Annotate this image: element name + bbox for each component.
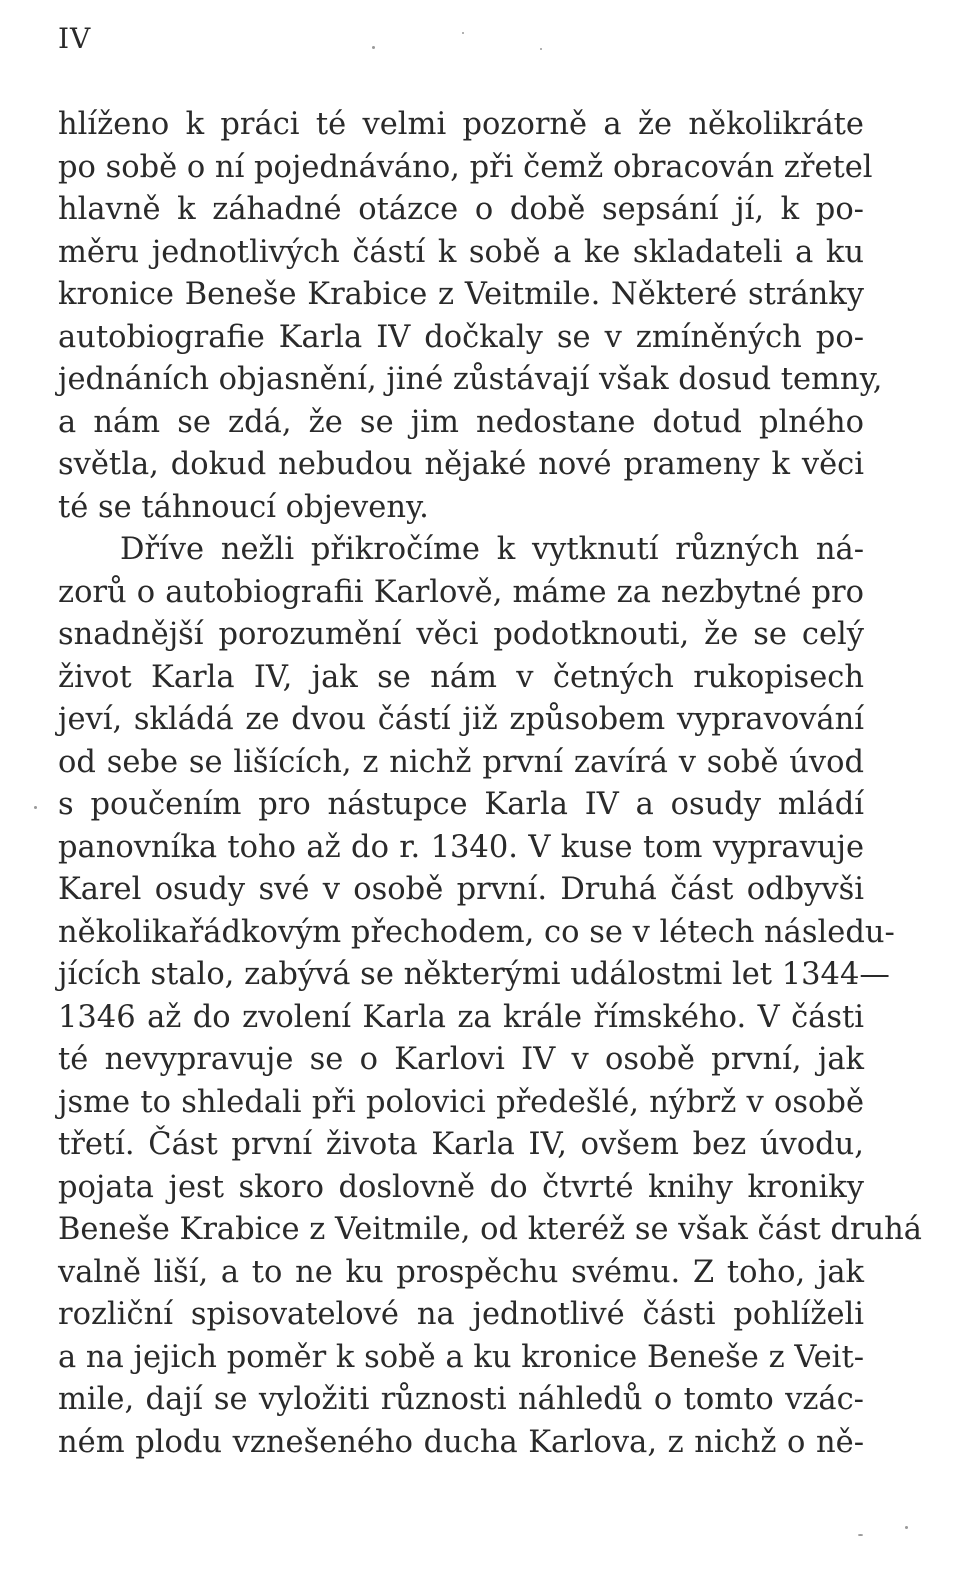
- body-text: [58, 104, 922, 1464]
- scan-speck: [372, 46, 375, 49]
- text-line: panovníka toho až do r. 1340. V kuse tom vypravuje: [58, 829, 864, 865]
- text-line: Karel osudy své v osobě první. Druhá část odbyvši: [58, 872, 864, 907]
- text-line: mile, dají se vyložiti různosti náhledů o tomto vzác-: [58, 1382, 864, 1417]
- paragraph-end-line: té se táhnoucí objeveny.: [58, 489, 429, 525]
- scan-speck: [462, 32, 464, 34]
- scan-speck: [858, 1534, 863, 1536]
- text-line: ném plodu vznešeného ducha Karlova, z nichž o ně-: [58, 1424, 864, 1460]
- text-line: jících stalo, zabývá se některými událostmi let 1344—: [58, 957, 890, 992]
- text-line: rozliční spisovatelové na jednotlivé části pohlíželi: [58, 1297, 864, 1332]
- text-line: kronice Beneše Krabice z Veitmile. Některé stránky: [58, 277, 864, 312]
- page-number: IV: [58, 22, 92, 55]
- text-line: od sebe se lišících, z nichž první zavírá v sobě úvod: [58, 744, 864, 780]
- text-line: valně liší, a to ne ku prospěchu svému. Z toho, jak: [58, 1254, 864, 1290]
- text-line: zorů o autobiografii Karlově, máme za nezbytné pro: [58, 574, 864, 610]
- text-line: jsme to shledali při polovici předešlé, nýbrž v osobě: [58, 1084, 864, 1120]
- text-line: jednáních objasnění, jiné zůstávají však dosud temny,: [58, 362, 883, 397]
- scan-speck: [905, 1526, 908, 1529]
- text-line: několikařádkovým přechodem, co se v létech následu-: [58, 914, 895, 950]
- text-line: hlíženo k práci té velmi pozorně a že několikráte: [58, 107, 864, 142]
- text-line: život Karla IV, jak se nám v četných rukopisech: [58, 659, 864, 695]
- text-line: světla, dokud nebudou nějaké nové prameny k věci: [58, 447, 864, 482]
- text-line: a nám se zdá, že se jim nedostane dotud plného: [58, 404, 864, 440]
- text-line: autobiografie Karla IV dočkaly se v zmíněných po-: [58, 319, 864, 355]
- text-line: měru jednotlivých částí k sobě a ke skladateli a ku: [58, 234, 864, 270]
- paragraph-start-line: Dříve nežli přikročíme k vytknutí různých ná-: [120, 532, 864, 567]
- scan-speck: [34, 806, 37, 809]
- text-line: třetí. Část první života Karla IV, ovšem bez úvodu,: [58, 1127, 864, 1162]
- text-line: jeví, skládá ze dvou částí již způsobem vypravování: [58, 702, 864, 737]
- text-line: po sobě o ní pojednáváno, při čemž obracován zřetel: [58, 149, 873, 185]
- text-line: Beneše Krabice z Veitmile, od kteréž se však část druhá: [58, 1212, 922, 1247]
- text-line: a na jejich poměr k sobě a ku kronice Beneše z Veit-: [58, 1339, 864, 1375]
- text-line: s poučením pro nástupce Karla IV a osudy mládí: [58, 787, 864, 822]
- scan-speck: [540, 48, 542, 50]
- text-line: pojata jest skoro doslovně do čtvrté knihy kroniky: [58, 1169, 864, 1205]
- text-line: hlavně k záhadné otázce o době sepsání jí, k po-: [58, 192, 864, 227]
- text-line: té nevypravuje se o Karlovi IV v osobě první, jak: [58, 1042, 864, 1077]
- text-line: snadnější porozumění věci podotknouti, že se celý: [58, 617, 864, 652]
- text-line: 1346 až do zvolení Karla za krále římského. V části: [58, 999, 864, 1035]
